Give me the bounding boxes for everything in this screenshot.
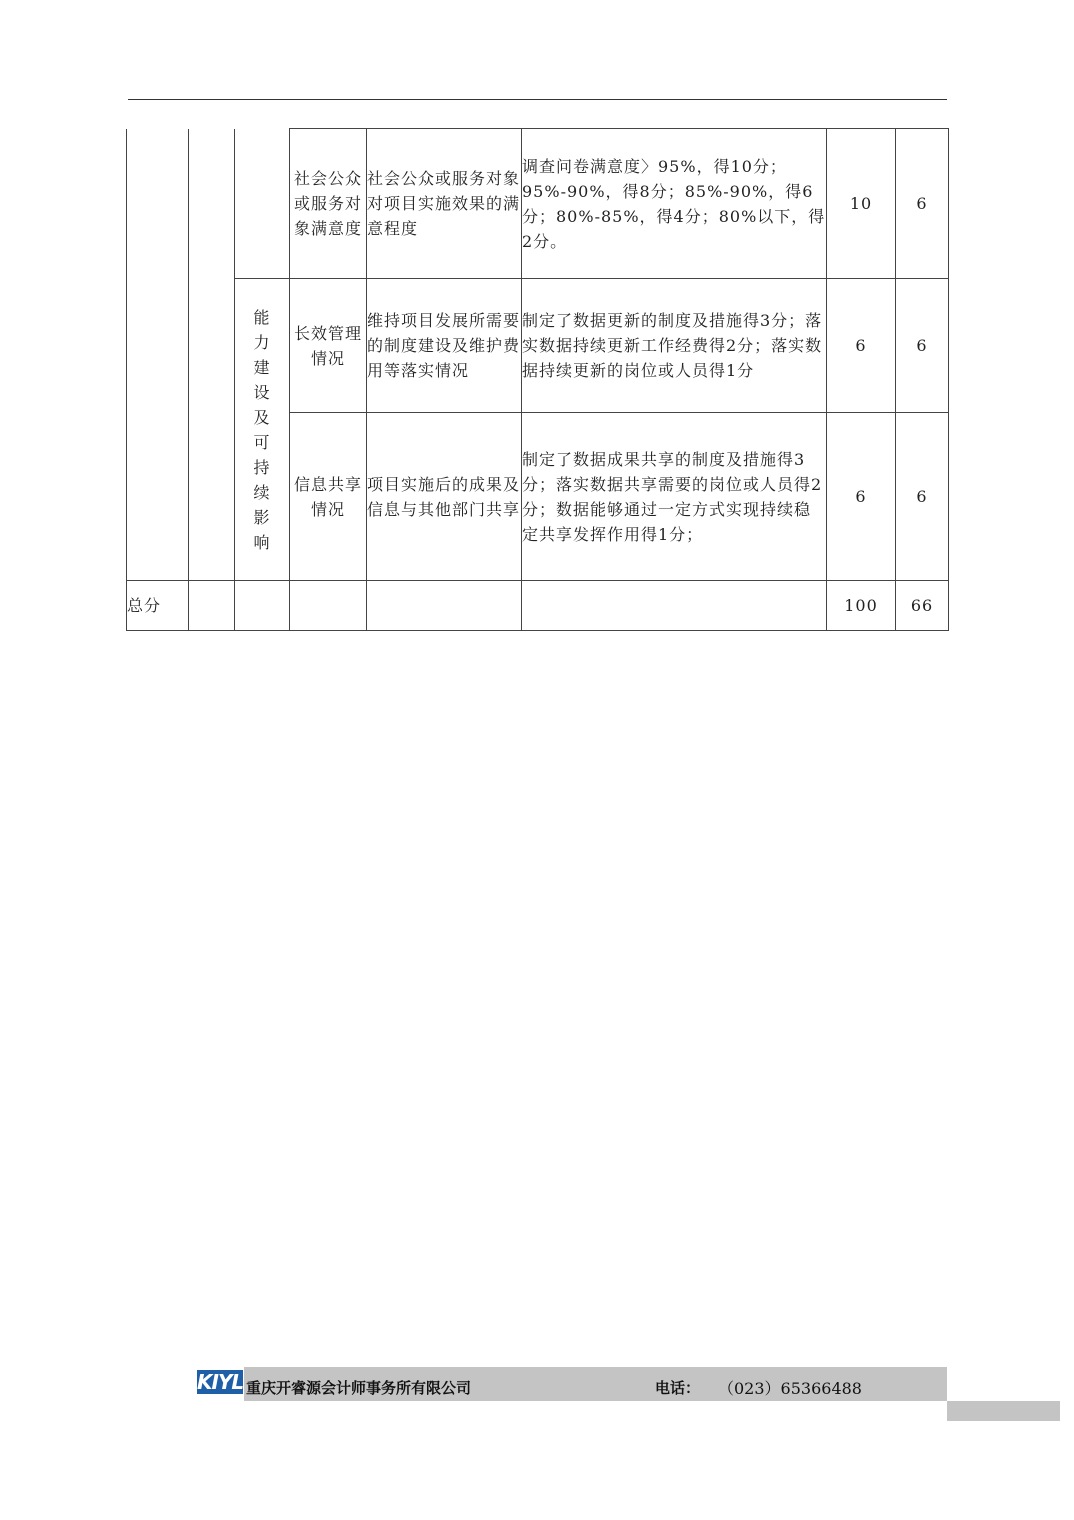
indicator-cell: 社会公众或服务对象满意度 bbox=[290, 129, 367, 279]
score-cell: 6 bbox=[896, 129, 949, 279]
category-char: 持 bbox=[253, 457, 271, 477]
category-char: 影 bbox=[253, 507, 271, 527]
score-cell: 6 bbox=[896, 413, 949, 581]
empty-cell bbox=[127, 129, 189, 581]
empty-cell bbox=[522, 581, 827, 631]
total-row bbox=[127, 581, 949, 631]
category-char: 设 bbox=[253, 382, 271, 402]
footer-bar-tail bbox=[947, 1401, 1060, 1421]
indicator-cell: 长效管理情况 bbox=[290, 279, 367, 413]
category-char: 力 bbox=[253, 332, 271, 352]
table-row bbox=[127, 279, 949, 413]
category-cell bbox=[235, 279, 290, 581]
standard-cell: 调查问卷满意度〉95%，得10分；95%-90%，得8分；85%-90%，得6分；80%-85%，得4分；80%以下，得2分。 bbox=[522, 129, 827, 279]
table-row bbox=[127, 129, 949, 279]
category-char: 可 bbox=[253, 432, 271, 452]
total-score: 66 bbox=[896, 581, 949, 631]
category-char: 及 bbox=[253, 407, 271, 427]
standard-cell: 制定了数据成果共享的制度及措施得3分；落实数据共享需要的岗位或人员得2分；数据能够通过一定方式实现持续稳定共享发挥作用得1分； bbox=[522, 413, 827, 581]
phone-label: 电话： bbox=[655, 1379, 701, 1397]
empty-cell bbox=[235, 129, 290, 279]
weight-cell: 6 bbox=[827, 413, 896, 581]
evaluation-table bbox=[126, 128, 949, 631]
empty-cell bbox=[189, 129, 235, 581]
empty-cell bbox=[290, 581, 367, 631]
weight-cell: 10 bbox=[827, 129, 896, 279]
phone-number: （023）65366488 bbox=[718, 1379, 862, 1398]
company-name: 重庆开睿源会计师事务所有限公司 bbox=[246, 1379, 472, 1397]
content-cell: 维持项目发展所需要的制度建设及维护费用等落实情况 bbox=[367, 279, 522, 413]
header-rule bbox=[128, 99, 947, 100]
total-weight: 100 bbox=[827, 581, 896, 631]
standard-cell: 制定了数据更新的制度及措施得3分；落实数据持续更新工作经费得2分；落实数据持续更新的岗位或人员得1分 bbox=[522, 279, 827, 413]
empty-cell bbox=[189, 581, 235, 631]
content-cell: 社会公众或服务对象对项目实施效果的满意程度 bbox=[367, 129, 522, 279]
category-char: 响 bbox=[253, 532, 271, 552]
content-cell: 项目实施后的成果及信息与其他部门共享 bbox=[367, 413, 522, 581]
weight-cell: 6 bbox=[827, 279, 896, 413]
total-label: 总分 bbox=[127, 581, 189, 631]
company-logo: KIYL bbox=[197, 1370, 244, 1394]
category-char: 能 bbox=[253, 307, 271, 327]
score-cell: 6 bbox=[896, 279, 949, 413]
empty-cell bbox=[235, 581, 290, 631]
category-char: 建 bbox=[253, 357, 271, 377]
indicator-cell: 信息共享情况 bbox=[290, 413, 367, 581]
category-char: 续 bbox=[253, 482, 271, 502]
empty-cell bbox=[367, 581, 522, 631]
